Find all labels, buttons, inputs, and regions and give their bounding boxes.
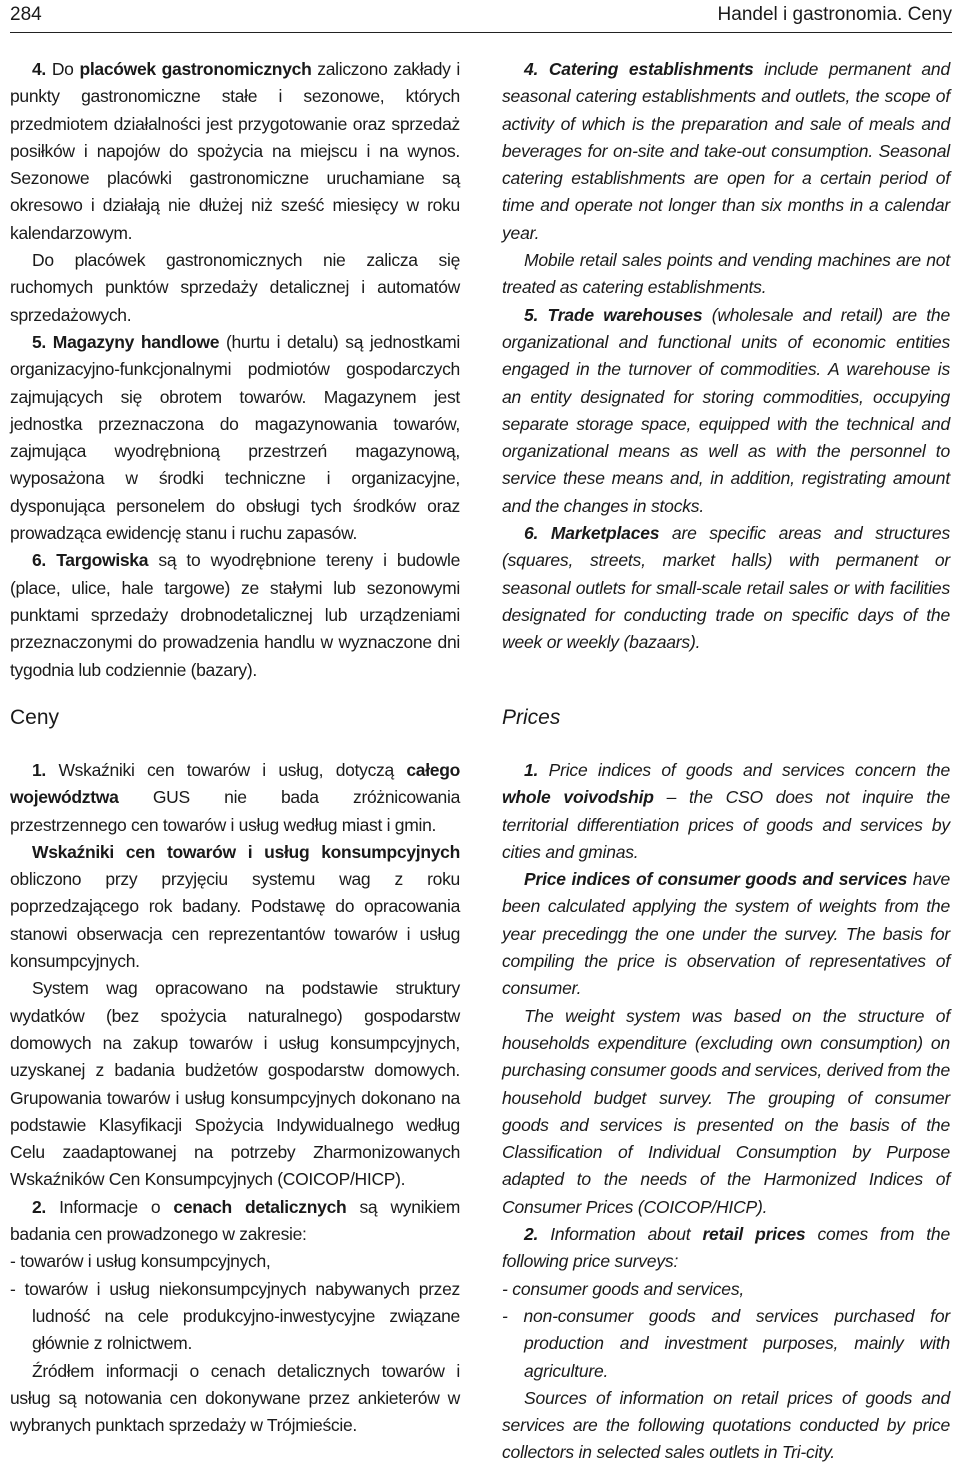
section-heading-prices: Prices [502, 706, 561, 729]
pl-list-item-2: - towarów i usług niekonsumpcyjnych nabywanych przez ludność na cele produkcyjno-inwestycyjne związane głównie z rolnictwem. [10, 1278, 460, 1354]
pl-prices-2: 2. Informacje o cenach detalicznych są wynikiem badania cen prowadzonego w zakresie: [10, 1196, 460, 1245]
page-header [10, 0, 952, 33]
en-prices-1: 1. Price indices of goods and services concern the whole voivodship – the CSO does not inquire the territorial differentiation prices of goods and services by cities and gminas. [502, 760, 950, 862]
polish-column-bottom [10, 757, 460, 1439]
en-prices-weights: The weight system was based on the structure of households expenditure (excluding own consumption) on purchasing consumer goods and services, derived from the household budget survey. The grouping of consumer goods and services is presented on the basis of the Classification of Individual Consumption by Purpose adapted to the needs of the Harmonized Indices of Consumer Prices (COICOP/HICP). [502, 1005, 950, 1217]
pl-paragraph-4b: Do placówek gastronomicznych nie zalicza się ruchomych punktów sprzedaży detalicznej i automatów sprzedażowych. [10, 250, 460, 325]
page-number: 284 [10, 4, 42, 25]
pl-paragraph-5: 5. Magazyny handlowe (hurtu i detalu) są jednostkami organizacyjno-funkcjonalnymi podmiotów gospodarczych zajmujących się obrotem towarów. Magazynem jest jednostka przeznaczona do magazynowania towarów, zajmująca wyodrębnioną przestrzeń magazynową, wyposażona w środki techniczne i organizacyjne, dysponująca personelem do obsługi tych środków oraz prowadząca ewidencję stanu i ruchu zapasów. [10, 331, 460, 544]
en-paragraph-6: 6. Marketplaces are specific areas and structures (squares, streets, market halls) with permanent or seasonal outlets for small-scale retail sales or with facilities designated for conducting trade on specific days of the week or weekly (bazaars). [502, 523, 950, 653]
en-paragraph-4b: Mobile retail sales points and vending machines are not treated as catering establishments. [502, 250, 950, 298]
en-list-item-2: - non-consumer goods and services purchased for production and investment purposes, mainly with agriculture. [502, 1305, 950, 1381]
polish-column-top [10, 56, 460, 684]
pl-prices-sources: Źródłem informacji o cenach detalicznych towarów i usług są notowania cen dokonywane przez ankieterów w wybranych punktach sprzedaży w Trójmieście. [10, 1360, 460, 1436]
section-heading-ceny: Ceny [10, 706, 60, 729]
en-prices-consumer: Price indices of consumer goods and services have been calculated applying the system of weights from the year precedingg the one under the survey. The basis for compiling the price is observation of representatives of consumer. [502, 869, 951, 999]
en-prices-2: 2. Information about retail prices comes from the following price surveys: [502, 1224, 950, 1272]
english-column-top [502, 56, 950, 657]
pl-prices-consumer: Wskaźniki cen towarów i usług konsumpcyjnych obliczono przy przyjęciu systemu wag z roku poprzedzającego rok badany. Podstawę do opracowania stanowi obserwacja cen reprezentantów towarów i usług konsumpcyjnych. [10, 841, 460, 972]
english-column-bottom [502, 757, 950, 1467]
en-paragraph-5: 5. Trade warehouses (wholesale and retail) are the organizational and functional units of economic entities engaged in the turnover of commodities. A warehouse is an entity designated for storing commodities, occupying separate storage space, equipped with the technical and organizational means as well as with the personnel to service these means and, in addition, registrating amount and the changes in stocks. [502, 304, 951, 516]
en-prices-sources: Sources of information on retail prices of goods and services are the following quotations conducted by price collectors in selected sales outlets in Tri-city. [502, 1387, 950, 1463]
running-title: Handel i gastronomia. Ceny [717, 4, 952, 25]
pl-paragraph-6: 6. Targowiska są to wyodrębnione tereny i budowle (place, ulice, hale targowe) ze stałymi lub sezonowymi punktami sprzedaży drobnodetalicznej lub urządzeniami przeznaczonymi do prowadzenia handlu w wyznaczone dni tygodnia lub codziennie (bazary). [10, 550, 461, 680]
pl-paragraph-4: 4. Do placówek gastronomicznych zaliczono zakłady i punkty gastronomiczne stałe i sezonowe, których przedmiotem działalności jest przygotowanie oraz sprzedaż posiłków i napojów do spożycia na miejscu i na wynos. Sezonowe placówki gastronomiczne uruchamiane są okresowo i działają nie dłużej niż sześć miesięcy w roku kalendarzowym. [10, 59, 461, 243]
pl-prices-weights: System wag opracowano na podstawie struktury wydatków (bez spożycia naturalnego) gospodarstw domowych na zakup towarów i usług konsumpcyjnych, uzyskanej z badania budżetów gospodarstw domowych. Grupowania towarów i usług konsumpcyjnych dokonano na podstawie Klasyfikacji Spożycia Indywidualnego według Celu zaadaptowanej na potrzeby Zharmonizowanych Wskaźników Cen Konsumpcyjnych (COICOP/HICP). [10, 978, 460, 1190]
pl-prices-1: 1. Wskaźniki cen towarów i usług, dotyczą całego województwa GUS nie bada zróżnicowania przestrzennego cen towarów i usług według miast i gmin. [10, 760, 461, 835]
en-paragraph-4: 4. Catering establishments include permanent and seasonal catering establishments and outlets, the scope of activity of which is the preparation and sale of meals and beverages for on-site and take-out consumption. Seasonal catering establishments are open for a certain period of time and operate not longer than six months in a calendar year. [502, 59, 950, 243]
en-list-item-1: - consumer goods and services, [502, 1278, 745, 1299]
pl-list-item-1: - towarów i usług konsumpcyjnych, [10, 1251, 271, 1272]
